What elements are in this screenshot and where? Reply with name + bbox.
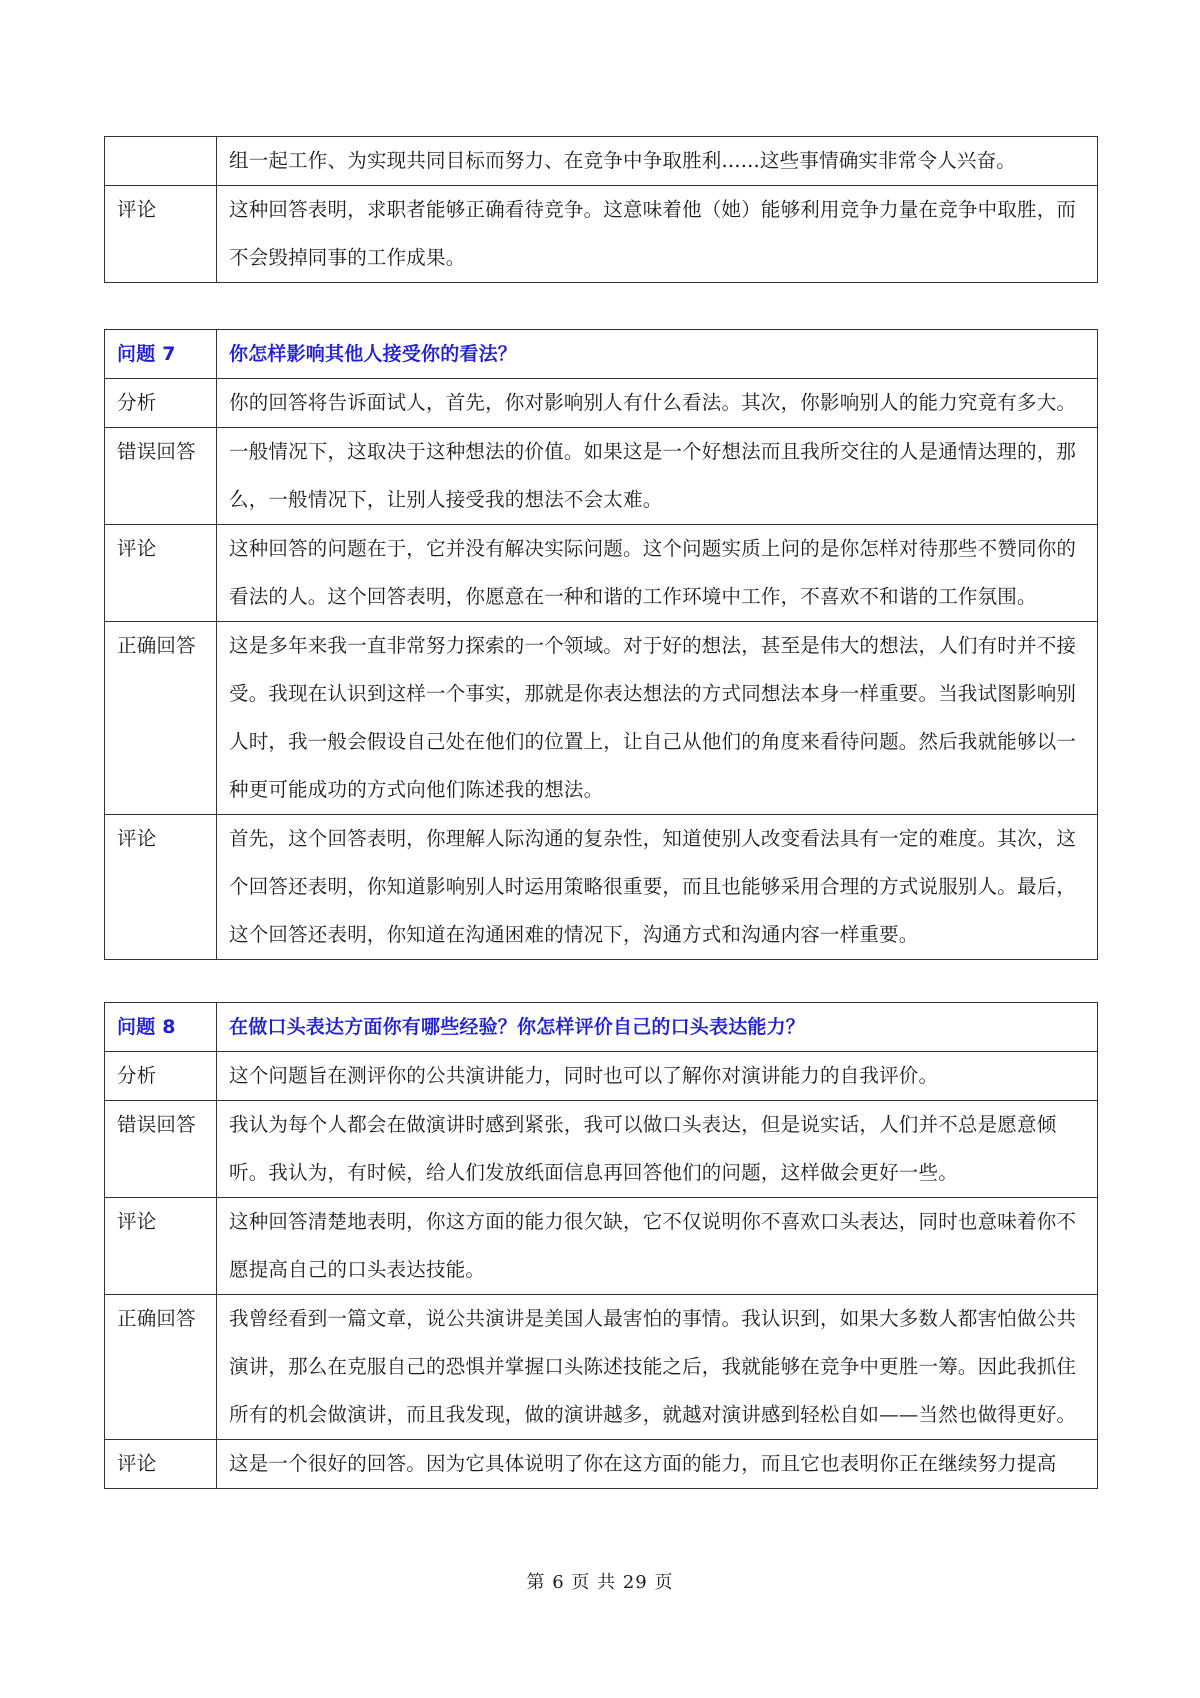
table-row: [105, 1295, 1098, 1440]
table-row: [105, 622, 1098, 815]
table-row: [105, 186, 1098, 283]
question-header-row: [105, 1003, 1098, 1052]
row-text: 一般情况下，这取决于这种想法的价值。如果这是一个好想法而且我所交往的人是通情达理的，那么，一般情况下，让别人接受我的想法不会太难。: [217, 428, 1098, 525]
question-title: 在做口头表达方面你有哪些经验？你怎样评价自己的口头表达能力？: [217, 1003, 1098, 1052]
table-row: [105, 525, 1098, 622]
row-text: 这种回答清楚地表明，你这方面的能力很欠缺，它不仅说明你不喜欢口头表达，同时也意味着你不愿提高自己的口头表达技能。: [217, 1198, 1098, 1295]
question-number: 问题 7: [105, 330, 217, 379]
row-text: 我曾经看到一篇文章，说公共演讲是美国人最害怕的事情。我认识到，如果大多数人都害怕做公共演讲，那么在克服自己的恐惧并掌握口头陈述技能之后，我就能够在竞争中更胜一筹。因此我抓住所有的机会做演讲，而且我发现，做的演讲越多，就越对演讲感到轻松自如——当然也做得更好。: [217, 1295, 1098, 1440]
table-row: [105, 1101, 1098, 1198]
question-number: 问题 8: [105, 1003, 217, 1052]
row-label: 评论: [105, 525, 217, 622]
row-text: 组一起工作、为实现共同目标而努力、在竞争中争取胜利......这些事情确实非常令人兴奋。: [217, 137, 1098, 186]
row-label: 评论: [105, 1440, 217, 1489]
row-label: 评论: [105, 815, 217, 960]
question-title: 你怎样影响其他人接受你的看法？: [217, 330, 1098, 379]
row-text: 首先，这个回答表明，你理解人际沟通的复杂性，知道使别人改变看法具有一定的难度。其次，这个回答还表明，你知道影响别人时运用策略很重要，而且也能够采用合理的方式说服别人。最后，这个回答还表明，你知道在沟通困难的情况下，沟通方式和沟通内容一样重要。: [217, 815, 1098, 960]
row-label: 正确回答: [105, 622, 217, 815]
row-label: 正确回答: [105, 1295, 217, 1440]
row-label: 评论: [105, 1198, 217, 1295]
continued-qa-table: [104, 136, 1098, 283]
row-text: 这是一个很好的回答。因为它具体说明了你在这方面的能力，而且它也表明你正在继续努力提高: [217, 1440, 1098, 1489]
page-footer: 第 6 页 共 29 页: [526, 1572, 674, 1593]
row-text: 我认为每个人都会在做演讲时感到紧张，我可以做口头表达，但是说实话，人们并不总是愿意倾听。我认为，有时候，给人们发放纸面信息再回答他们的问题，这样做会更好一些。: [217, 1101, 1098, 1198]
row-text: 这个问题旨在测评你的公共演讲能力，同时也可以了解你对演讲能力的自我评价。: [217, 1052, 1098, 1101]
row-text: 你的回答将告诉面试人，首先，你对影响别人有什么看法。其次，你影响别人的能力究竟有多大。: [217, 379, 1098, 428]
table-row: [105, 428, 1098, 525]
table-row: [105, 137, 1098, 186]
row-text: 这种回答表明，求职者能够正确看待竞争。这意味着他（她）能够利用竞争力量在竞争中取胜，而不会毁掉同事的工作成果。: [217, 186, 1098, 283]
question-8-table: [104, 1002, 1098, 1489]
table-row: [105, 1198, 1098, 1295]
row-text: 这是多年来我一直非常努力探索的一个领域。对于好的想法，甚至是伟大的想法，人们有时并不接受。我现在认识到这样一个事实，那就是你表达想法的方式同想法本身一样重要。当我试图影响别人时，我一般会假设自己处在他们的位置上，让自己从他们的角度来看待问题。然后我就能够以一种更可能成功的方式向他们陈述我的想法。: [217, 622, 1098, 815]
row-label: 错误回答: [105, 428, 217, 525]
row-label: 评论: [105, 186, 217, 283]
row-text: 这种回答的问题在于，它并没有解决实际问题。这个问题实质上问的是你怎样对待那些不赞同你的看法的人。这个回答表明，你愿意在一种和谐的工作环境中工作，不喜欢不和谐的工作氛围。: [217, 525, 1098, 622]
table-row: [105, 1440, 1098, 1489]
table-row: [105, 815, 1098, 960]
row-label: 分析: [105, 1052, 217, 1101]
row-label: 错误回答: [105, 1101, 217, 1198]
table-row: [105, 379, 1098, 428]
question-header-row: [105, 330, 1098, 379]
row-label: 分析: [105, 379, 217, 428]
question-7-table: [104, 329, 1098, 960]
row-label: [105, 137, 217, 186]
table-row: [105, 1052, 1098, 1101]
